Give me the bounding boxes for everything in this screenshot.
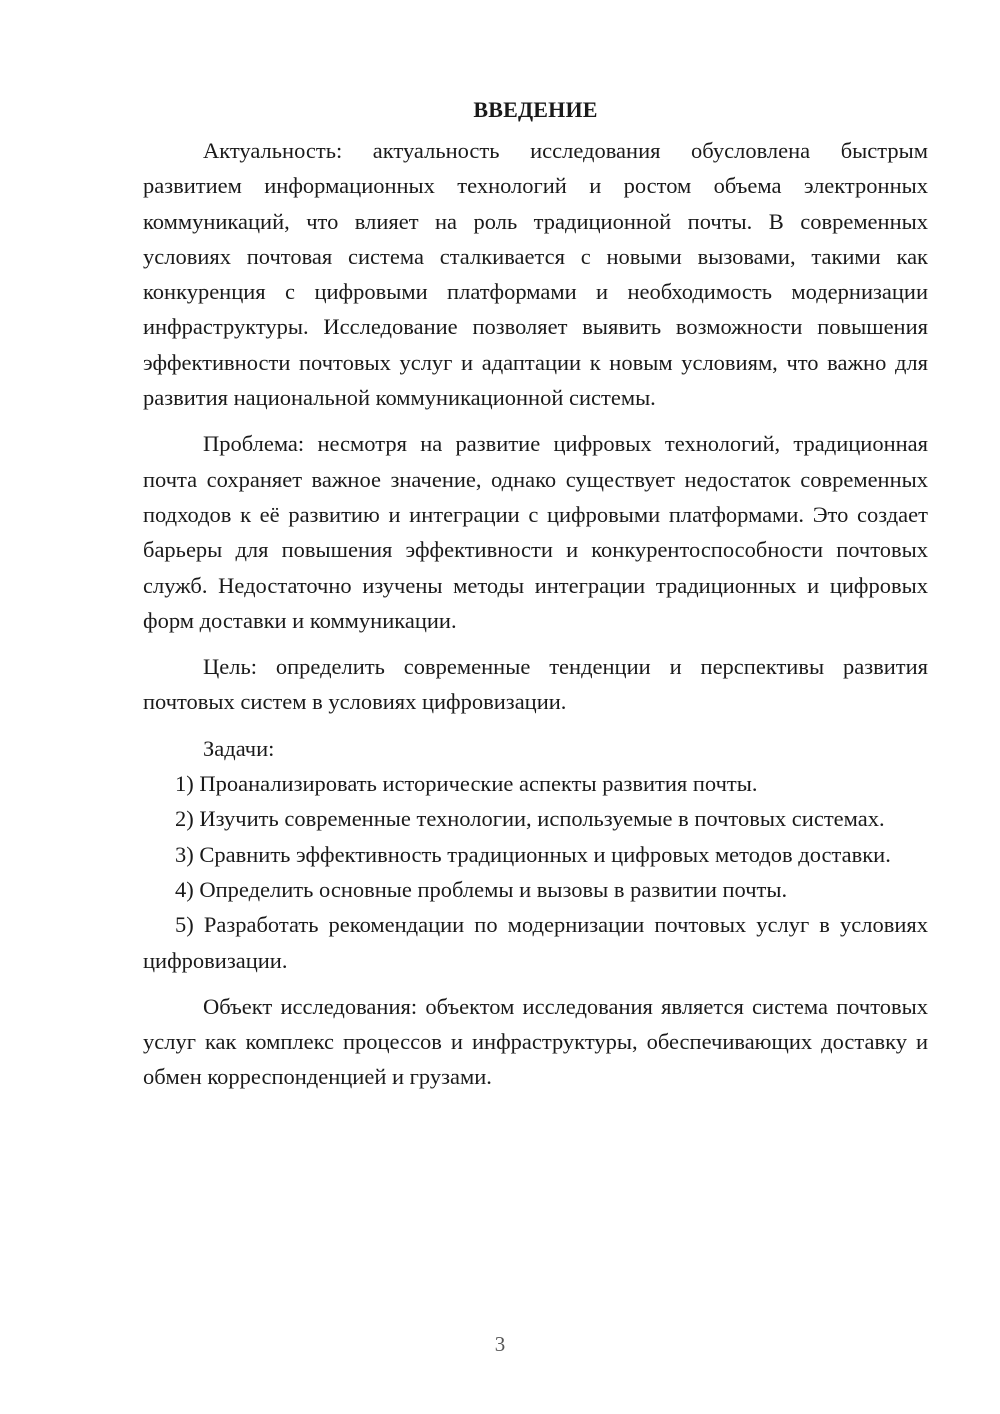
- object-paragraph: Объект исследования: объектом исследования является система почтовых услуг как комплекс процессов и инфраструктуры, обеспечивающих доставку и обмен корреспонденцией и грузами.: [143, 993, 928, 1090]
- tasks-heading: Задачи:: [203, 735, 275, 761]
- task-item-4: 4) Определить основные проблемы и вызовы в развитии почты.: [175, 876, 788, 902]
- relevance-paragraph: Актуальность: актуальность исследования обусловлена быстрым развитием информационных технологий и ростом объема электронных коммуникаций, что влияет на роль традиционной почты. В современных условиях почтовая система сталкивается с новыми вызовами, такими как конкуренция с цифровыми платформами и необходимость модернизации инфраструктуры. Исследование позволяет выявить возможности повышения эффективности почтовых услуг и адаптации к новым условиям, что важно для развития национальной коммуникационной системы.: [143, 138, 928, 411]
- task-item-5: 5) Разработать рекомендации по модернизации почтовых услуг в условиях цифровизации.: [143, 912, 928, 973]
- page-number: 3: [494, 1332, 506, 1356]
- section-title: ВВЕДЕНИЕ: [473, 97, 598, 122]
- task-item-2: 2) Изучить современные технологии, используемые в почтовых системах.: [175, 806, 885, 832]
- task-item-1: 1) Проанализировать исторические аспекты развития почты.: [175, 771, 758, 797]
- task-item-3: 3) Сравнить эффективность традиционных и цифровых методов доставки.: [175, 841, 891, 867]
- document-page: [143, 92, 928, 1095]
- problem-paragraph: Проблема: несмотря на развитие цифровых технологий, традиционная почта сохраняет важное значение, однако существует недостаток современных подходов к её развитию и интеграции с цифровыми платформами. Это создает барьеры для повышения эффективности и конкурентоспособности почтовых служб. Недостаточно изучены методы интеграции традиционных и цифровых форм доставки и коммуникации.: [143, 431, 928, 633]
- goal-paragraph: Цель: определить современные тенденции и перспективы развития почтовых систем в условиях цифровизации.: [143, 654, 928, 715]
